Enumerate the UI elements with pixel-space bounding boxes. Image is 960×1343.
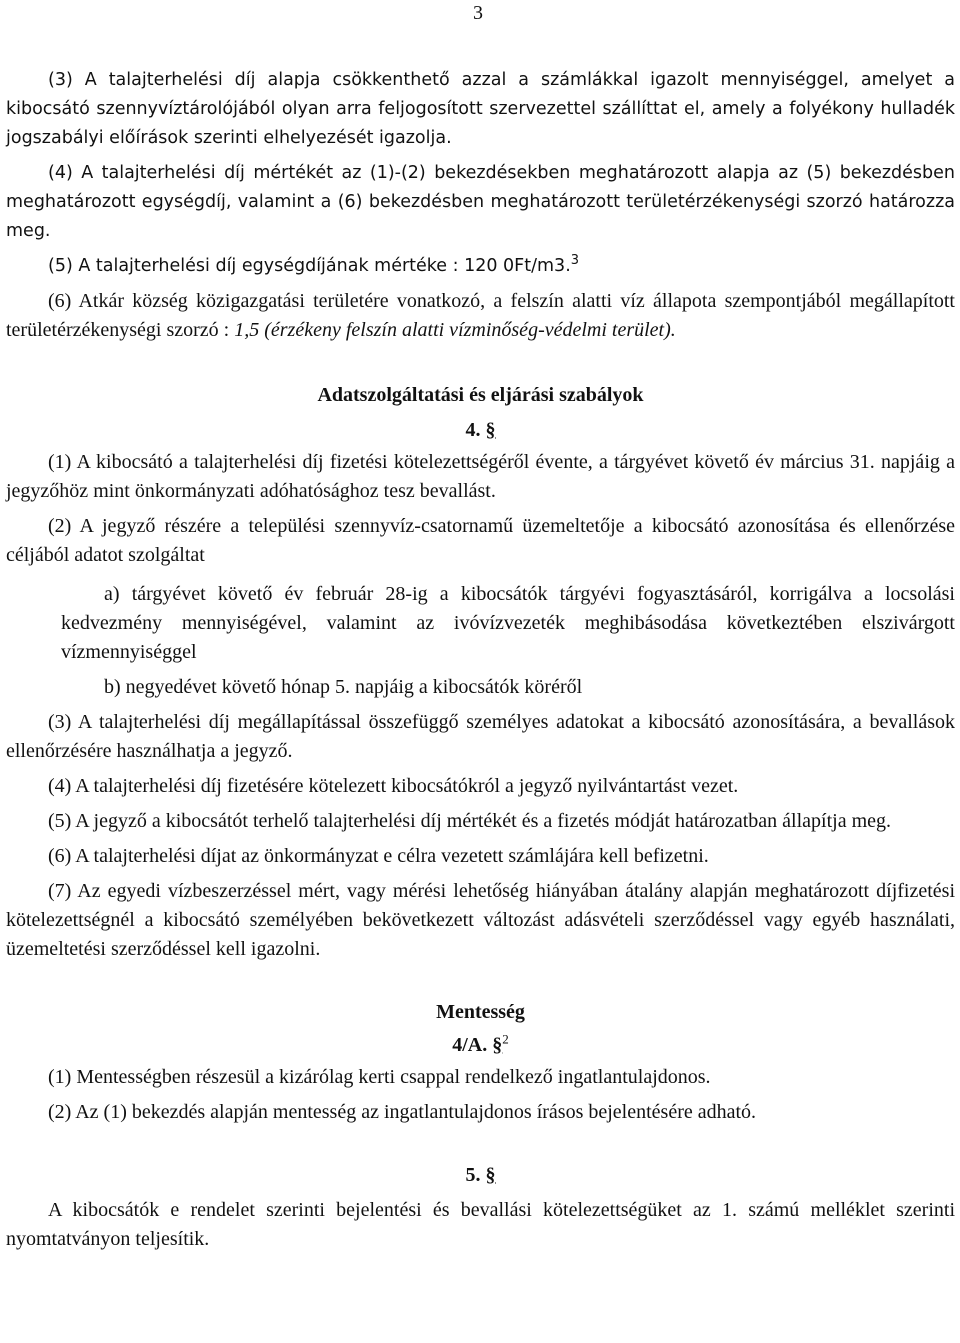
footnote-ref-2: 2 — [502, 1031, 509, 1047]
section-symbol: § — [485, 419, 496, 441]
footnote-ref-3: 3 — [570, 253, 580, 269]
section-4-title: Adatszolgáltatási és eljárási szabályok — [317, 384, 644, 406]
paragraph-4-1: (1) A kibocsátó a talajterhelési díj fizetési kötelezettségéről évente, a tárgyévet követő év március 31. napjáig a jegyzőhöz mint önkormányzati adóhatósághoz tesz bevallást. — [6, 451, 955, 502]
page-number: 3 — [473, 2, 483, 24]
section-5-number — [6, 1161, 955, 1190]
paragraph-4-2: (2) A jegyző részére a települési szennyvíz-csatornamű üzemeltetője a kibocsátó azonosítása és ellenőrzése céljából adatot szolgáltat — [6, 515, 955, 566]
section-5-num-text: 5. — [465, 1164, 481, 1186]
paragraph-3-6-text: (6) Atkár község közigazgatási területére vonatkozó, a felszín alatti víz állapota szempontjából megállapított területérzékenységi szorzó : — [6, 290, 955, 341]
paragraph-4-7: (7) Az egyedi vízbeszerzéssel mért, vagy mérési lehetőség hiányában átalány alapján meghatározott díjfizetési kötelezettségnél a kibocsátó személyében bekövetkezett változást adásvételi szerződéssel vagy egyéb használati, üzemeltetési szerződéssel kell igazolni. — [6, 880, 955, 960]
paragraph-5-1: A kibocsátók e rendelet szerinti bejelentési és bevallási kötelezettségüket az 1. számú melléklet szerinti nyomtatványon teljesítik. — [6, 1199, 955, 1250]
section-4a-num-text: 4/A. — [452, 1034, 488, 1056]
list-item-4-2-a: a) tárgyévet követő év február 28-ig a kibocsátók tárgyévi fogyasztásáról, korrigálva a locsolási kedvezmény mennyiségével, valamint az ivóvízvezeték meghibásodása következtében elszivárgott vízmennyiséggel — [61, 583, 955, 663]
paragraph-3-5-text: (5) A talajterhelési díj egységdíjának mértéke : 120 0Ft/m3. — [48, 256, 571, 276]
paragraph-4-4: (4) A talajterhelési díj fizetésére kötelezett kibocsátókról a jegyző nyilvántartást vezet. — [48, 775, 739, 797]
document-body — [6, 66, 955, 1254]
paragraph-3-6-value: 1,5 (érzékeny felszín alatti vízminőség-védelmi terület). — [234, 319, 676, 341]
paragraph-3-5 — [6, 252, 955, 281]
section-4-number — [6, 416, 955, 445]
paragraph-4-3: (3) A talajterhelési díj megállapítással összefüggő személyes adatokat a kibocsátó azonosítására, a bevallások ellenőrzésére használhatja a jegyző. — [6, 711, 955, 762]
paragraph-4a-2: (2) Az (1) bekezdés alapján mentesség az ingatlantulajdonos írásos bejelentésére adható. — [48, 1101, 757, 1123]
list-item-4-2-b: b) negyedévet követő hónap 5. napjáig a kibocsátók köréről — [104, 676, 583, 698]
paragraph-4-5: (5) A jegyző a kibocsátót terhelő talajterhelési díj mértékét és a fizetés módját határozatban állapítja meg. — [48, 810, 891, 832]
section-4-num-text: 4. — [465, 419, 481, 441]
paragraph-4-6: (6) A talajterhelési díjat az önkormányzat e célra vezetett számlájára kell befizetni. — [48, 845, 709, 867]
section-4a-title: Mentesség — [436, 1001, 525, 1023]
paragraph-3-6 — [6, 287, 955, 345]
section-4a-number — [6, 1031, 955, 1060]
section-symbol: § — [485, 1164, 496, 1186]
section-symbol: § — [492, 1034, 503, 1056]
paragraph-4a-1: (1) Mentességben részesül a kizárólag kerti csappal rendelkező ingatlantulajdonos. — [48, 1066, 711, 1088]
paragraph-3-4: (4) A talajterhelési díj mértékét az (1)-(2) bekezdésekben meghatározott alapja az (5) bekezdésben meghatározott egységdíj, valamint a (6) bekezdésben meghatározott területérzékenységi szorzó határozza meg. — [6, 163, 955, 241]
paragraph-3-3: (3) A talajterhelési díj alapja csökkenthető azzal a számlákkal igazolt mennyiséggel, amelyet a kibocsátó szennyvíztárolójából olyan arra feljogosított szervezettel szállíttat el, amely a folyékony hulladék jogszabályi előírások szerinti elhelyezését igazolja. — [6, 70, 955, 148]
